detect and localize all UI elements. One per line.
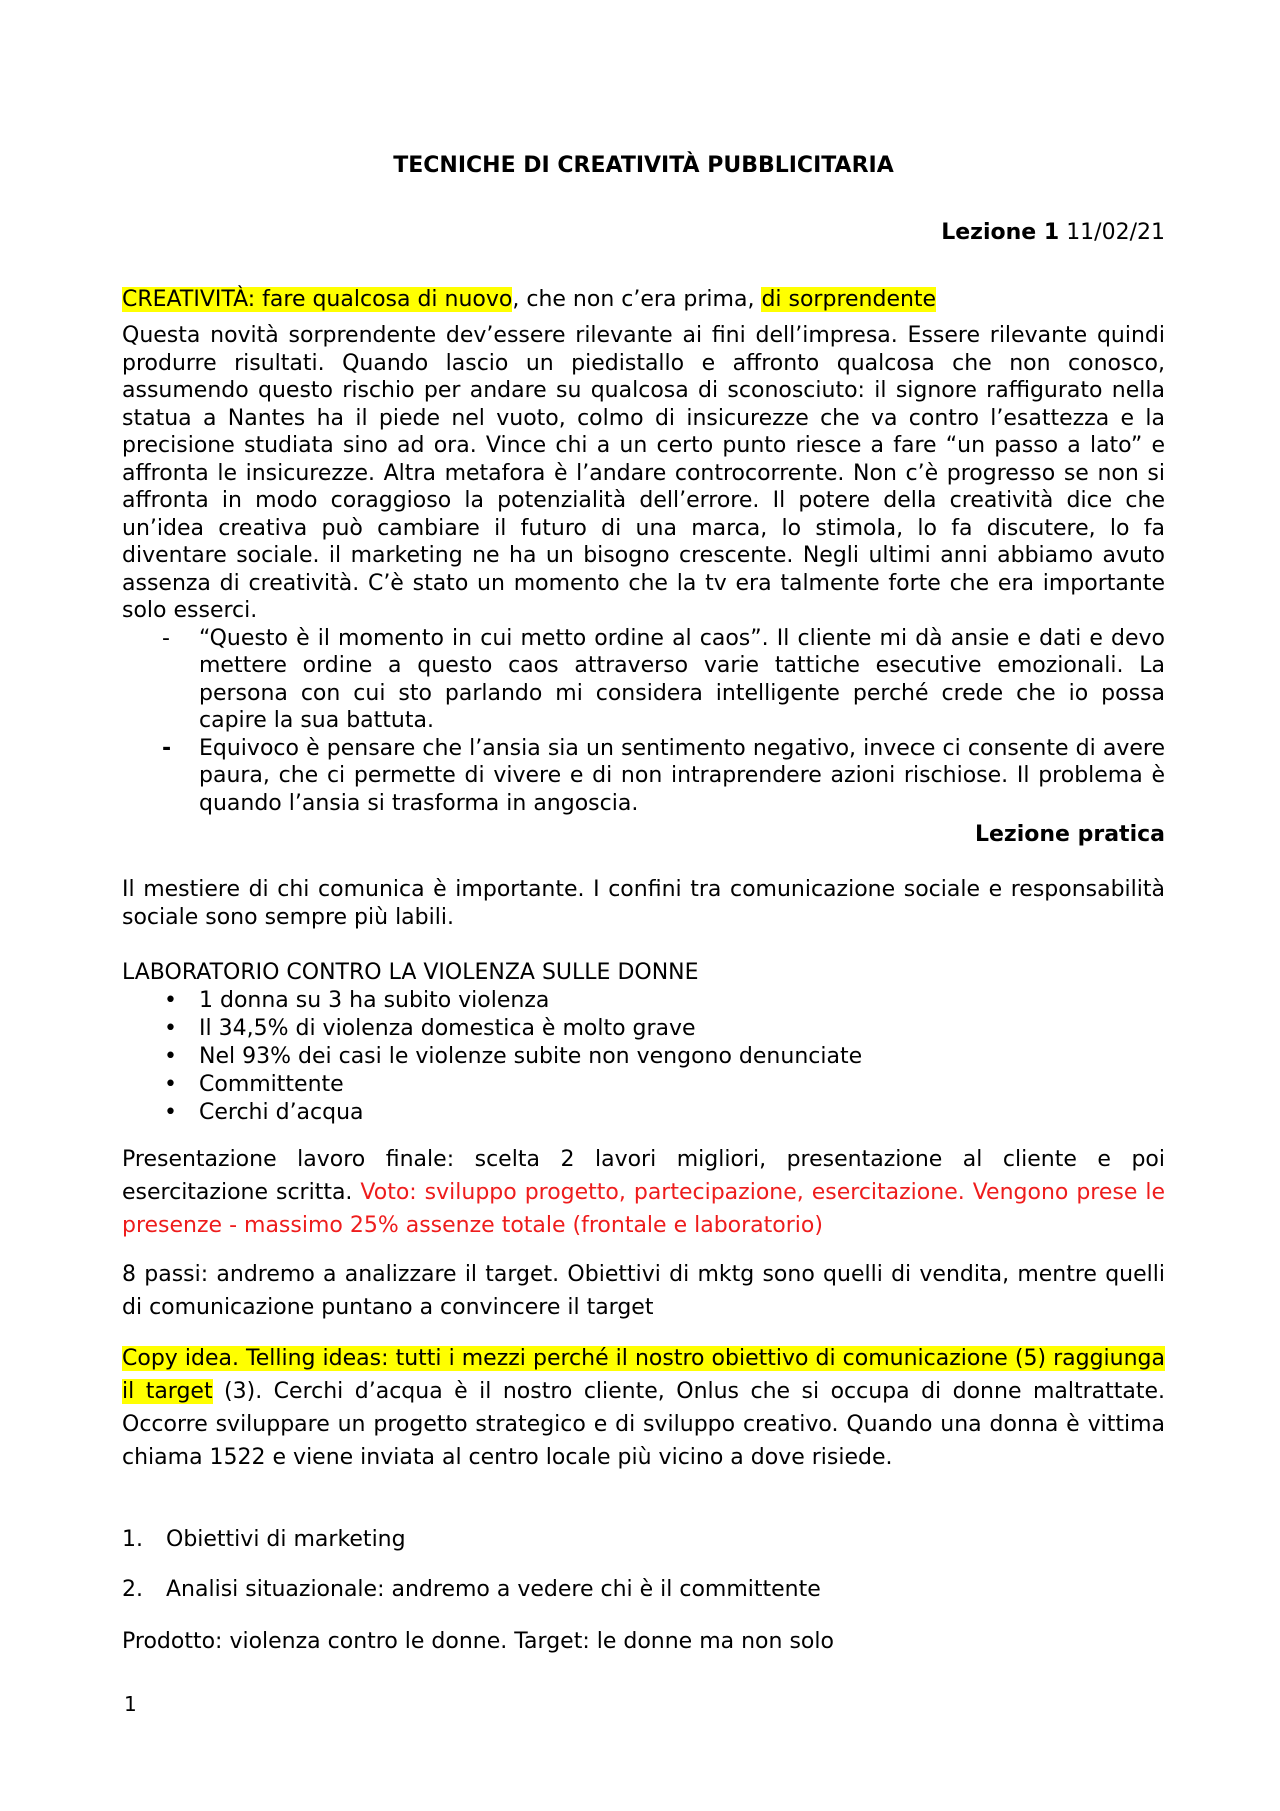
bullet-text: Nel 93% dei casi le violenze subite non vengono denunciate (199, 1044, 863, 1069)
bullet-marker: • (164, 1016, 177, 1041)
definition-middle: , che non c’era prima, (512, 287, 762, 312)
highlight-surprising: di sorprendente (761, 287, 937, 312)
section-creativity (122, 322, 1165, 817)
bullet-marker: • (164, 1044, 177, 1069)
bullet-text: Il 34,5% di violenza domestica è molto grave (199, 1016, 696, 1041)
highlight-copy-idea: Copy idea. Telling ideas: tutti i mezzi perché il nostro obiettivo di comunicazione (5) raggiunga il target (122, 1346, 1165, 1404)
bullet-item (122, 1071, 1165, 1099)
dash-marker: - (162, 735, 172, 761)
item-text: Analisi situazionale: andremo a vedere chi è il committente (166, 1577, 821, 1602)
paragraph-creativity: Questa novità sorprendente dev’essere rilevante ai fini dell’impresa. Essere rilevante quindi produrre risultati. Quando lascio un piedistallo e affronto qualcosa che non conosco, assumendo questo rischio per andare su qualcosa di sconosciuto: il signore raffigurato nella statua a Nantes ha il piede nel vuoto, colmo di insicurezze che va contro l’esattezza e la precisione studiata sino ad ora. Vince chi a un certo punto riesce a fare “un passo a lato” e affronta le insicurezze. Altra metafora è l’andare controcorrente. Non c’è progresso se non si affronta in modo coraggioso la potenzialità dell’errore. Il potere della creatività dice che un’idea creativa può cambiare il futuro di una marca, lo stimola, lo fa discutere, lo fa diventare sociale. il marketing ne ha un bisogno crescente. Negli ultimi anni abbiamo avuto assenza di creatività. C’è stato un momento che la tv era talmente forte che era importante solo esserci. (122, 323, 1165, 623)
bullet-item (122, 987, 1165, 1015)
dash-item (122, 735, 1165, 818)
item-number: 2. (122, 1577, 143, 1602)
bullet-item (122, 1099, 1165, 1127)
lesson-date: 11/02/21 (1066, 220, 1165, 245)
paragraph-copy-idea (122, 1342, 1165, 1474)
page-number: 1 (124, 1692, 137, 1716)
bullet-marker: • (164, 1100, 177, 1125)
section-lab (122, 959, 1165, 1127)
bullet-text: Cerchi d’acqua (199, 1100, 364, 1125)
final-work-text: Presentazione lavoro finale: scelta 2 lavori migliori, presentazione al cliente e poi esercitazione scritta. (122, 1147, 1165, 1205)
practice-heading: Lezione pratica (974, 822, 1165, 847)
document-title: TECNICHE DI CREATIVITÀ PUBBLICITARIA (393, 153, 894, 178)
dash-item (122, 625, 1165, 735)
lesson-header (122, 219, 1165, 247)
dash-list (122, 625, 1165, 818)
paragraph-eight-steps: 8 passi: andremo a analizzare il target. Obiettivi di mktg sono quelli di vendita, mentre quelli di comunicazione puntano a convincere il target (122, 1262, 1165, 1320)
bullet-item (122, 1015, 1165, 1043)
dash-marker: - (162, 625, 170, 651)
item-text: Obiettivi di marketing (166, 1527, 406, 1552)
paragraph-product: Prodotto: violenza contro le donne. Target: le donne ma non solo (122, 1629, 834, 1654)
paragraph-final-work (122, 1143, 1165, 1242)
numbered-item (122, 1576, 1165, 1604)
bullet-item (122, 1043, 1165, 1071)
bullet-list (122, 987, 1165, 1127)
bullet-text: 1 donna su 3 ha subito violenza (199, 988, 550, 1013)
lab-title: LABORATORIO CONTRO LA VIOLENZA SULLE DONNE (122, 960, 699, 985)
bullet-text: Committente (199, 1072, 344, 1097)
lesson-label: Lezione 1 (941, 220, 1060, 245)
grading-note: Voto: sviluppo progetto, partecipazione, esercitazione. Vengono prese le presenze - massimo 25% assenze totale (frontale e laboratorio) (122, 1180, 1165, 1238)
bullet-marker: • (164, 988, 177, 1013)
dash-item-text: Equivoco è pensare che l’ansia sia un sentimento negativo, invece ci consente di avere paura, che ci permette di vivere e di non intraprendere azioni rischiose. Il problema è quando l’ansia si trasforma in angoscia. (199, 735, 1165, 816)
bullet-marker: • (164, 1072, 177, 1097)
item-number: 1. (122, 1527, 143, 1552)
highlight-definition: CREATIVITÀ: fare qualcosa di nuovo (122, 287, 513, 312)
numbered-item (122, 1526, 1165, 1554)
copy-idea-rest: (3). Cerchi d’acqua è il nostro cliente, Onlus che si occupa di donne maltrattate. Occorre sviluppare un progetto strategico e di sviluppo creativo. Quando una donna è vittima chiama 1522 e viene inviata al centro locale più vicino a dove risiede. (122, 1379, 1166, 1470)
creativity-definition (122, 286, 1165, 314)
paragraph-communication: Il mestiere di chi comunica è importante. I confini tra comunicazione sociale e responsabilità sociale sono sempre più labili. (122, 877, 1165, 930)
dash-item-text: “Questo è il momento in cui metto ordine al caos”. Il cliente mi dà ansie e dati e devo mettere ordine a questo caos attraverso varie tattiche esecutive emozionali. La persona con cui sto parlando mi considera intelligente perché crede che io possa capire la sua battuta. (199, 625, 1165, 733)
